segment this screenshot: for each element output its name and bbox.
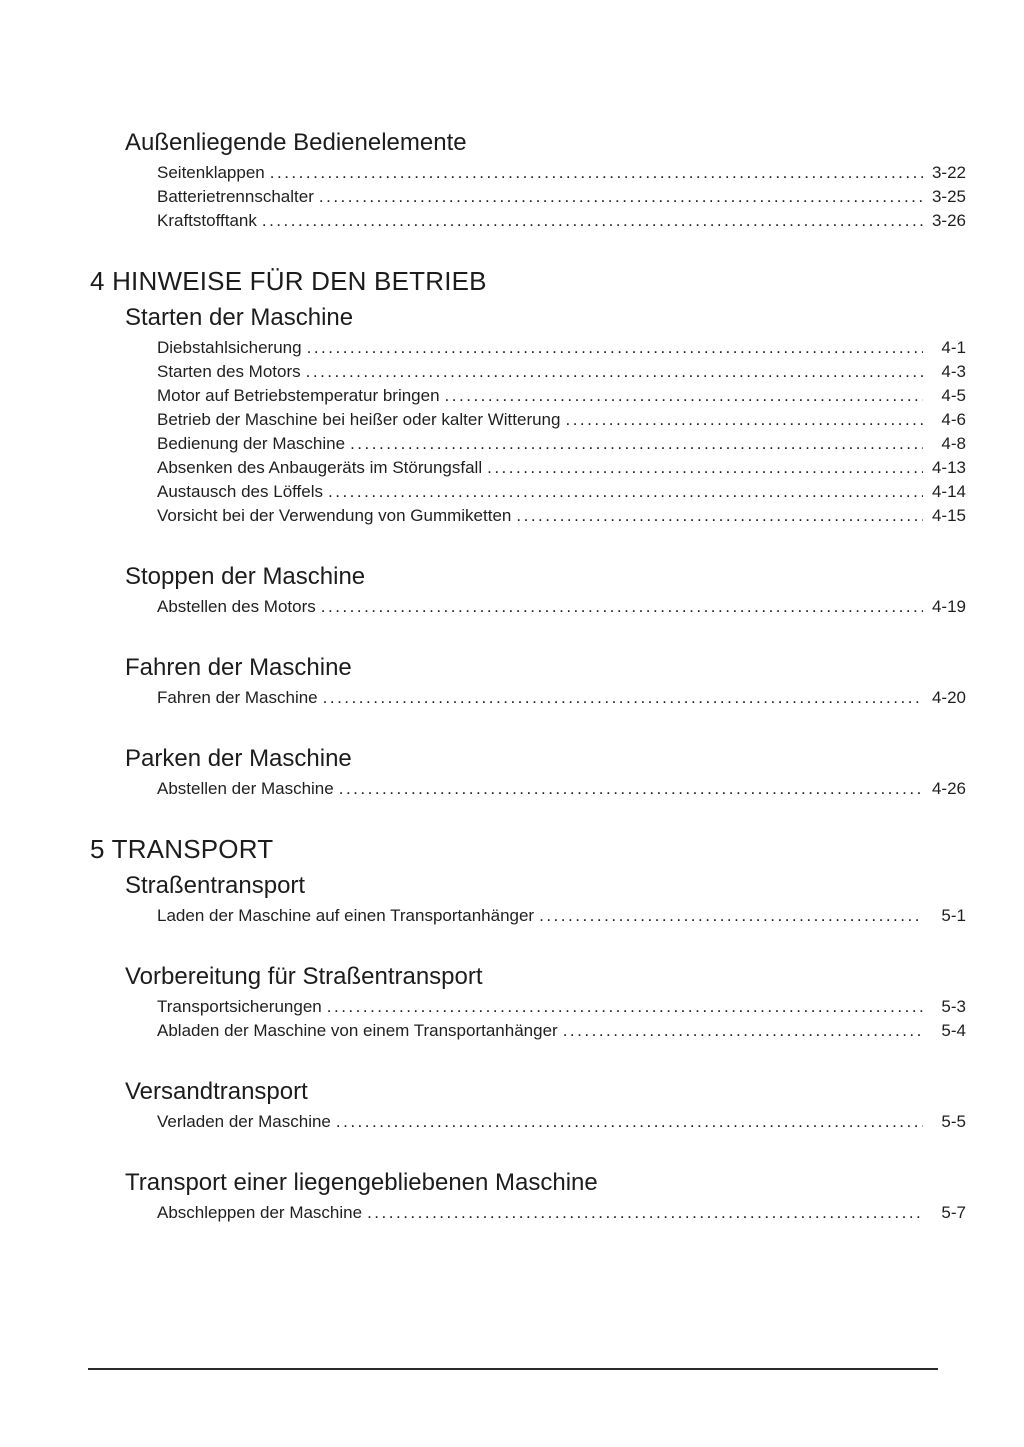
toc-entry [125, 777, 966, 801]
toc-entry [125, 360, 966, 384]
entry-page-number: 4-5 [941, 386, 966, 405]
section-block [90, 655, 966, 710]
section-title: Fahren der Maschine [125, 654, 352, 681]
chapter-title: 4 HINWEISE FÜR DEN BETRIEB [90, 266, 487, 296]
entry-label: Diebstahlsicherung [157, 338, 302, 357]
entry-list [125, 1201, 966, 1225]
dot-leader [487, 456, 923, 480]
entry-label: Vorsicht bei der Verwendung von Gummiketten [157, 506, 512, 525]
dot-leader [327, 995, 923, 1019]
dot-leader [270, 161, 923, 185]
section-block [90, 1079, 966, 1134]
section-block [90, 873, 966, 928]
entry-page-number: 5-1 [941, 906, 966, 925]
section-title: Parken der Maschine [125, 745, 352, 772]
entry-label: Starten des Motors [157, 362, 301, 381]
dot-leader [565, 408, 923, 432]
entry-page-number: 4-3 [941, 362, 966, 381]
dot-leader [319, 185, 923, 209]
entry-list [125, 777, 966, 801]
entry-label: Austausch des Löffels [157, 482, 324, 501]
entry-label: Motor auf Betriebstemperatur bringen [157, 386, 440, 405]
entry-page-number: 4-14 [931, 482, 966, 501]
dot-leader [445, 384, 923, 408]
dot-leader [336, 1110, 923, 1134]
dot-leader [323, 686, 923, 710]
dot-leader [307, 336, 923, 360]
section-block [90, 130, 966, 233]
dot-leader [516, 504, 923, 528]
entry-page-number: 3-22 [931, 163, 966, 182]
section-title: Außenliegende Bedienelemente [125, 129, 467, 156]
dot-leader [262, 209, 923, 233]
entry-page-number: 4-20 [931, 688, 966, 707]
entry-list [125, 1110, 966, 1134]
dot-leader [367, 1201, 923, 1225]
entry-page-number: 4-8 [941, 434, 966, 453]
entry-label: Abstellen des Motors [157, 597, 316, 616]
toc-entry [125, 161, 966, 185]
entry-list [125, 161, 966, 233]
chapter-title: 5 TRANSPORT [90, 834, 274, 864]
entry-label: Kraftstofftank [157, 211, 257, 230]
entry-label: Verladen der Maschine [157, 1112, 331, 1131]
toc-entry [125, 209, 966, 233]
entry-label: Transportsicherungen [157, 997, 322, 1016]
entry-list [125, 336, 966, 528]
dot-leader [350, 432, 923, 456]
section-block [90, 1170, 966, 1225]
toc-entry [125, 995, 966, 1019]
footer-divider [88, 1368, 938, 1370]
entry-page-number: 5-7 [941, 1203, 966, 1222]
section-block [90, 564, 966, 619]
section-block [90, 305, 966, 528]
toc-entry [125, 904, 966, 928]
chapter-block [90, 267, 966, 295]
entry-page-number: 5-3 [941, 997, 966, 1016]
toc-entry [125, 480, 966, 504]
entry-page-number: 4-1 [941, 338, 966, 357]
entry-label: Abschleppen der Maschine [157, 1203, 363, 1222]
entry-label: Batterietrennschalter [157, 187, 314, 206]
entry-label: Bedienung der Maschine [157, 434, 346, 453]
entry-label: Abstellen der Maschine [157, 779, 334, 798]
section-title: Straßentransport [125, 872, 306, 899]
entry-page-number: 4-6 [941, 410, 966, 429]
entry-page-number: 4-15 [931, 506, 966, 525]
entry-page-number: 5-4 [941, 1021, 966, 1040]
toc-entry [125, 504, 966, 528]
dot-leader [306, 360, 923, 384]
dot-leader [539, 904, 923, 928]
chapter-block [90, 835, 966, 863]
section-title: Transport einer liegengebliebenen Maschine [125, 1169, 598, 1196]
toc-entry [125, 432, 966, 456]
entry-label: Absenken des Anbaugeräts im Störungsfall [157, 458, 483, 477]
entry-list [125, 904, 966, 928]
toc-entry [125, 456, 966, 480]
toc-entry [125, 1201, 966, 1225]
dot-leader [321, 595, 923, 619]
dot-leader [328, 480, 923, 504]
table-of-contents [90, 130, 966, 1225]
toc-entry [125, 1110, 966, 1134]
entry-page-number: 5-5 [941, 1112, 966, 1131]
entry-page-number: 4-26 [931, 779, 966, 798]
section-title: Stoppen der Maschine [125, 563, 366, 590]
section-title: Versandtransport [125, 1078, 308, 1105]
entry-list [125, 995, 966, 1043]
toc-entry [125, 408, 966, 432]
toc-entry [125, 1019, 966, 1043]
toc-entry [125, 686, 966, 710]
toc-entry [125, 185, 966, 209]
entry-page-number: 3-25 [931, 187, 966, 206]
entry-page-number: 3-26 [931, 211, 966, 230]
toc-entry [125, 336, 966, 360]
section-title: Vorbereitung für Straßentransport [125, 963, 483, 990]
entry-label: Abladen der Maschine von einem Transportanhänger [157, 1021, 558, 1040]
entry-page-number: 4-19 [931, 597, 966, 616]
entry-label: Laden der Maschine auf einen Transportanhänger [157, 906, 535, 925]
dot-leader [563, 1019, 923, 1043]
entry-label: Betrieb der Maschine bei heißer oder kalter Witterung [157, 410, 561, 429]
toc-entry [125, 384, 966, 408]
dot-leader [339, 777, 923, 801]
entry-page-number: 4-13 [931, 458, 966, 477]
section-title: Starten der Maschine [125, 304, 354, 331]
toc-entry [125, 595, 966, 619]
entry-label: Seitenklappen [157, 163, 265, 182]
entry-list [125, 686, 966, 710]
section-block [90, 746, 966, 801]
section-block [90, 964, 966, 1043]
entry-label: Fahren der Maschine [157, 688, 318, 707]
entry-list [125, 595, 966, 619]
